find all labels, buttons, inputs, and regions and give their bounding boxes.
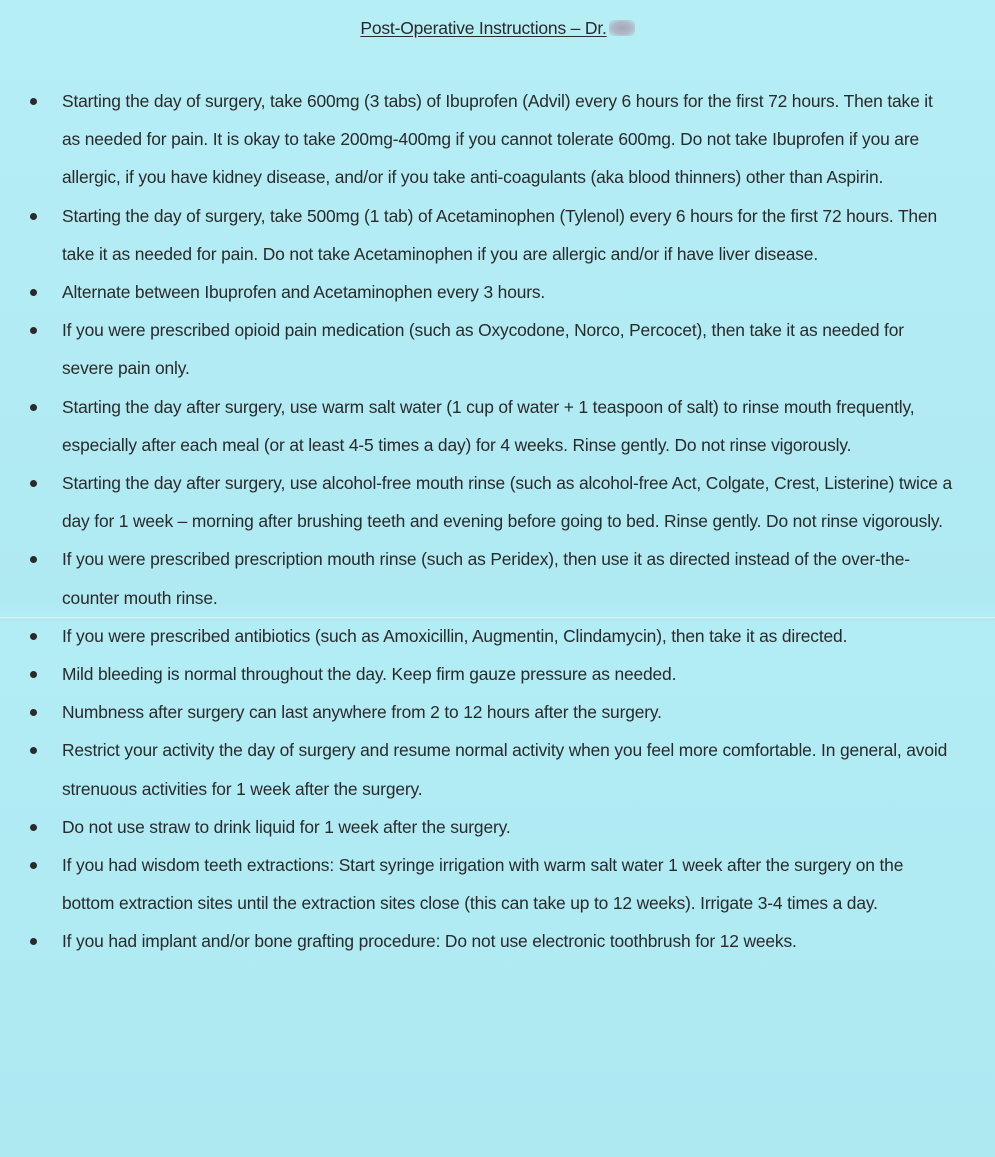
- bullet-icon: [30, 633, 37, 640]
- bullet-icon: [30, 404, 37, 411]
- list-item: [0, 655, 995, 693]
- list-item-text: If you had implant and/or bone grafting procedure: Do not use electronic toothbrush for 12 weeks.: [62, 931, 797, 952]
- bullet-icon: [30, 556, 37, 563]
- bullet-icon: [30, 327, 37, 334]
- list-item-text: If you were prescribed antibiotics (such as Amoxicillin, Augmentin, Clindamycin), then take it as directed.: [62, 625, 848, 646]
- list-item-text: If you had wisdom teeth extractions: Start syringe irrigation with warm salt water 1 week after the surgery on the bottom extraction sites until the extraction sites close (this can take up to 12 weeks). Irrigate 3-4 times a day.: [62, 855, 904, 914]
- list-item-text: Numbness after surgery can last anywhere from 2 to 12 hours after the surgery.: [62, 702, 662, 723]
- list-item-text: Alternate between Ibuprofen and Acetaminophen every 3 hours.: [62, 282, 546, 303]
- list-item: [0, 311, 995, 387]
- bullet-icon: [30, 213, 37, 220]
- list-item: [0, 273, 995, 311]
- page-title: [0, 16, 995, 40]
- list-item: [0, 808, 995, 846]
- list-item: [0, 388, 995, 464]
- list-item-text: Restrict your activity the day of surgery and resume normal activity when you feel more comfortable. In general, avoid strenuous activities for 1 week after the surgery.: [62, 740, 948, 799]
- bullet-icon: [30, 824, 37, 831]
- bullet-icon: [30, 98, 37, 105]
- list-item: [0, 846, 995, 922]
- bullet-icon: [30, 862, 37, 869]
- redacted-name-mark: [609, 20, 635, 36]
- list-item: [0, 197, 995, 273]
- list-item: [0, 693, 995, 731]
- bullet-icon: [30, 480, 37, 487]
- list-item: [0, 464, 995, 540]
- bullet-icon: [30, 671, 37, 678]
- bullet-icon: [30, 747, 37, 754]
- page-title-text: Post-Operative Instructions – Dr.: [360, 18, 607, 38]
- list-item-text: Starting the day after surgery, use warm salt water (1 cup of water + 1 teaspoon of salt) to rinse mouth frequently, especially after each meal (or at least 4-5 times a day) for 4 weeks. Rinse gently. Do not rinse vigorously.: [62, 396, 915, 455]
- instruction-list: [0, 82, 995, 961]
- list-item-text: If you were prescribed prescription mouth rinse (such as Peridex), then use it as directed instead of the over-the-counter mouth rinse.: [62, 549, 910, 608]
- bullet-icon: [30, 289, 37, 296]
- list-item: [0, 617, 995, 655]
- bullet-icon: [30, 709, 37, 716]
- bullet-icon: [30, 938, 37, 945]
- list-item-text: Mild bleeding is normal throughout the day. Keep firm gauze pressure as needed.: [62, 664, 677, 685]
- list-item-text: Starting the day after surgery, use alcohol-free mouth rinse (such as alcohol-free Act, Colgate, Crest, Listerine) twice a day for 1 week – morning after brushing teeth and evening before going to bed. Rinse gently. Do not rinse vigorously.: [62, 473, 952, 532]
- list-item: [0, 731, 995, 807]
- list-item: [0, 540, 995, 616]
- list-item-text: If you were prescribed opioid pain medication (such as Oxycodone, Norco, Percocet), then take it as needed for severe pain only.: [62, 320, 904, 379]
- list-item: [0, 82, 995, 197]
- list-item-text: Do not use straw to drink liquid for 1 week after the surgery.: [62, 816, 511, 837]
- list-item-text: Starting the day of surgery, take 600mg (3 tabs) of Ibuprofen (Advil) every 6 hours for the first 72 hours. Then take it as needed for pain. It is okay to take 200mg-400mg if you cannot tolerate 600mg. Do not take Ibuprofen if you are allergic, if you have kidney disease, and/or if you take anti-coagulants (aka blood thinners) other than Aspirin.: [62, 91, 933, 188]
- list-item: [0, 922, 995, 960]
- list-item-text: Starting the day of surgery, take 500mg (1 tab) of Acetaminophen (Tylenol) every 6 hours for the first 72 hours. Then take it as needed for pain. Do not take Acetaminophen if you are allergic and/or if have liver disease.: [62, 205, 938, 264]
